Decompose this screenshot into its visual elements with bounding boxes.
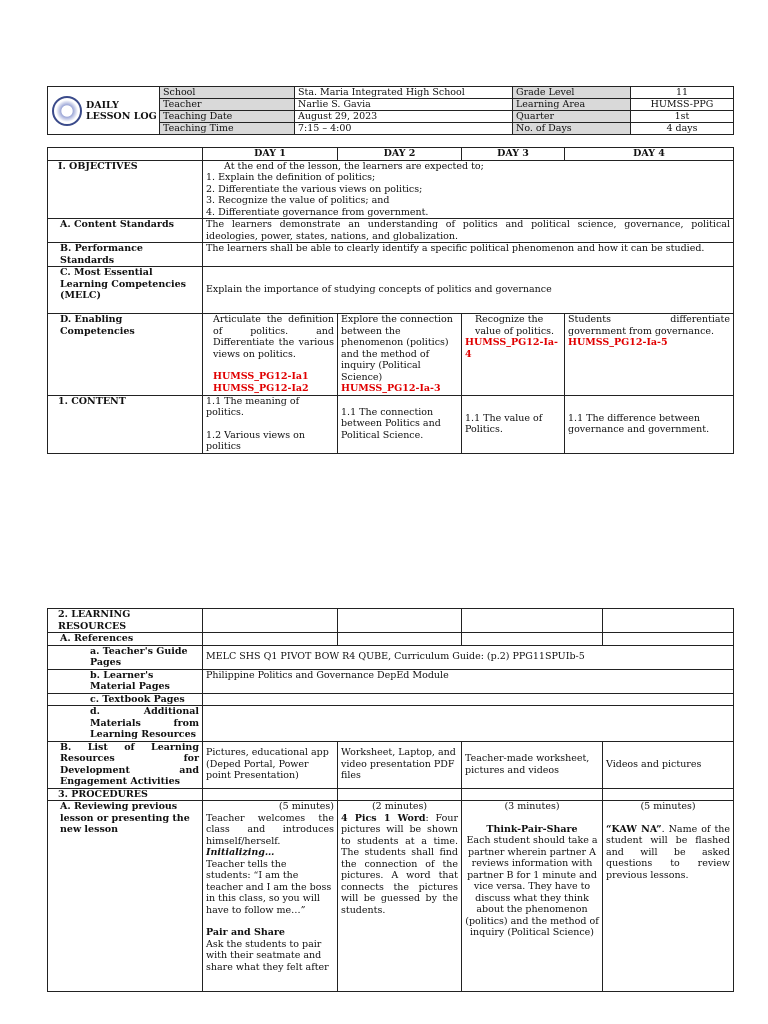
day-header-blank — [48, 148, 203, 161]
performance-standards-label: B. Performance Standards — [48, 243, 203, 267]
references-label: A. References — [48, 633, 203, 646]
value-teaching-time: 7:15 – 4:00 — [295, 123, 513, 135]
deped-seal-icon — [52, 96, 82, 126]
value-grade-level: 11 — [631, 87, 734, 99]
daily-lesson-log-title: DAILY LESSON LOG — [86, 99, 157, 122]
empty-cell — [338, 633, 462, 646]
label-quarter: Quarter — [513, 111, 631, 123]
day-header-2: DAY 2 — [338, 148, 462, 161]
list-resources-day2: Worksheet, Laptop, and video presentation PDF files — [338, 741, 462, 788]
value-no-of-days: 4 days — [631, 123, 734, 135]
empty-cell — [462, 609, 603, 633]
performance-standards-text: The learners shall be able to clearly identify a specific political phenomenon and how it can be studied. — [203, 243, 734, 267]
teachers-guide-label: a. Teacher's Guide Pages — [48, 645, 203, 669]
content-day2: 1.1 The connection between Politics and Political Science. — [338, 395, 462, 453]
objective-item: 2. Differentiate the various views on politics; — [206, 183, 423, 195]
content-day4: 1.1 The difference between governance and government. — [565, 395, 734, 453]
learners-material-label: b. Learner's Material Pages — [48, 669, 203, 693]
review-day2: (2 minutes) 4 Pics 1 Word: Four pictures will be shown to students at a time. The students shall find the connection of the pictures. A word that connects the pictures will be guessed by the students. — [338, 801, 462, 992]
review-day3: (3 minutes) Think-Pair-Share Each student should take a partner wherein partner A reviews information with partner B for 1 minute and vice versa. They have to discuss what they think about the phenomenon (politics) and the method of inquiry (Political Science) — [462, 801, 603, 992]
label-teaching-time: Teaching Time — [160, 123, 295, 135]
learning-resources-label: 2. LEARNING RESOURCES — [48, 609, 203, 633]
value-school: Sta. Maria Integrated High School — [295, 87, 513, 99]
enabling-day4: Students differentiate government from governance. HUMSS_PG12-Ia-5 — [565, 314, 734, 396]
list-resources-day4: Videos and pictures — [603, 741, 734, 788]
enabling-day3: Recognize the value of politics. HUMSS_PG12-Ia-4 — [462, 314, 565, 396]
learners-material-text: Philippine Politics and Governance DepEd Module — [203, 669, 734, 693]
empty-cell — [203, 706, 734, 742]
empty-cell — [338, 788, 462, 801]
empty-cell — [462, 633, 603, 646]
content-day1: 1.1 The meaning of politics. 1.2 Various views on politics — [203, 395, 338, 453]
competency-code: HUMSS_PG12-Ia-5 — [568, 337, 668, 348]
objective-item: 4. Differentiate governance from government. — [206, 206, 429, 218]
content-day3: 1.1 The value of Politics. — [462, 395, 565, 453]
content-standards-text: The learners demonstrate an understanding of politics and political science, governance, political ideologies, power, states, nations, and globalization. — [203, 219, 734, 243]
review-day1: (5 minutes) Teacher welcomes the class and introduces himself/herself. Initializing… Teacher tells the students: “I am the teacher and I am the boss in this class, so you will have to follow me…” Pair and Share Ask the students to pair with their seatmate and share what they felt after — [203, 801, 338, 992]
label-learning-area: Learning Area — [513, 99, 631, 111]
enabling-day1: Articulate the definition of politics. and Differentiate the various views on politics. HUMSS_PG12-Ia1 HUMSS_PG12-Ia2 — [203, 314, 338, 396]
value-teaching-date: August 29, 2023 — [295, 111, 513, 123]
empty-cell — [203, 609, 338, 633]
competency-code: HUMSS_PG12-Ia1 — [213, 371, 309, 382]
day-header-4: DAY 4 — [565, 148, 734, 161]
label-grade-level: Grade Level — [513, 87, 631, 99]
empty-cell — [462, 788, 603, 801]
enabling-day2: Explore the connection between the phenomenon (politics) and the method of inquiry (Political Science) HUMSS_PG12-Ia-3 — [338, 314, 462, 396]
empty-cell — [603, 609, 734, 633]
teachers-guide-text: MELC SHS Q1 PIVOT BOW R4 QUBE, Curriculum Guide: (p.2) PPG11SPUIb-5 — [203, 645, 734, 669]
header-logo-cell — [48, 87, 160, 135]
melc-label: C. Most Essential Learning Competencies (MELC) — [48, 267, 203, 314]
list-resources-day1: Pictures, educational app (Deped Portal, Power point Presentation) — [203, 741, 338, 788]
additional-materials-label: d. Additional Materials from Learning Resources — [48, 706, 203, 742]
label-no-of-days: No. of Days — [513, 123, 631, 135]
empty-cell — [203, 693, 734, 706]
objective-item: 3. Recognize the value of politics; and — [206, 195, 390, 206]
competency-code: HUMSS_PG12-Ia-3 — [341, 383, 441, 394]
label-teacher: Teacher — [160, 99, 295, 111]
empty-cell — [603, 788, 734, 801]
resources-procedures-table — [47, 608, 734, 992]
empty-cell — [603, 633, 734, 646]
textbook-label: c. Textbook Pages — [48, 693, 203, 706]
procedures-label: 3. PROCEDURES — [48, 788, 203, 801]
list-resources-label: B. List of Learning Resources for Development and Engagement Activities — [48, 741, 203, 788]
objectives-content-table — [47, 147, 734, 454]
enabling-competencies-label: D. Enabling Competencies — [48, 314, 203, 396]
day-header-1: DAY 1 — [203, 148, 338, 161]
objectives-text: At the end of the lesson, the learners are expected to; 1. Explain the definition of politics; 2. Differentiate the various views on politics; 3. Recognize the value of politics; and 4. Differentiate governance from government. — [203, 160, 734, 219]
content-standards-label: A. Content Standards — [48, 219, 203, 243]
empty-cell — [338, 609, 462, 633]
value-teacher: Narlie S. Gavia — [295, 99, 513, 111]
melc-text: Explain the importance of studying concepts of politics and governance — [203, 267, 734, 314]
review-day4: (5 minutes) “KAW NA”. Name of the student will be flashed and will be asked questions to review previous lessons. — [603, 801, 734, 992]
competency-code: HUMSS_PG12-Ia2 — [213, 382, 309, 394]
lesson-log-header-table — [47, 86, 734, 135]
objective-item: 1. Explain the definition of politics; — [206, 172, 376, 183]
list-resources-day3: Teacher-made worksheet, pictures and videos — [462, 741, 603, 788]
empty-cell — [203, 633, 338, 646]
competency-code: HUMSS_PG12-Ia-4 — [465, 337, 559, 360]
objectives-label: I. OBJECTIVES — [48, 160, 203, 219]
content-label: 1. CONTENT — [48, 395, 203, 453]
empty-cell — [203, 788, 338, 801]
label-school: School — [160, 87, 295, 99]
value-quarter: 1st — [631, 111, 734, 123]
label-teaching-date: Teaching Date — [160, 111, 295, 123]
day-header-3: DAY 3 — [462, 148, 565, 161]
review-lesson-label: A. Reviewing previous lesson or presenting the new lesson — [48, 801, 203, 992]
value-learning-area: HUMSS-PPG — [631, 99, 734, 111]
